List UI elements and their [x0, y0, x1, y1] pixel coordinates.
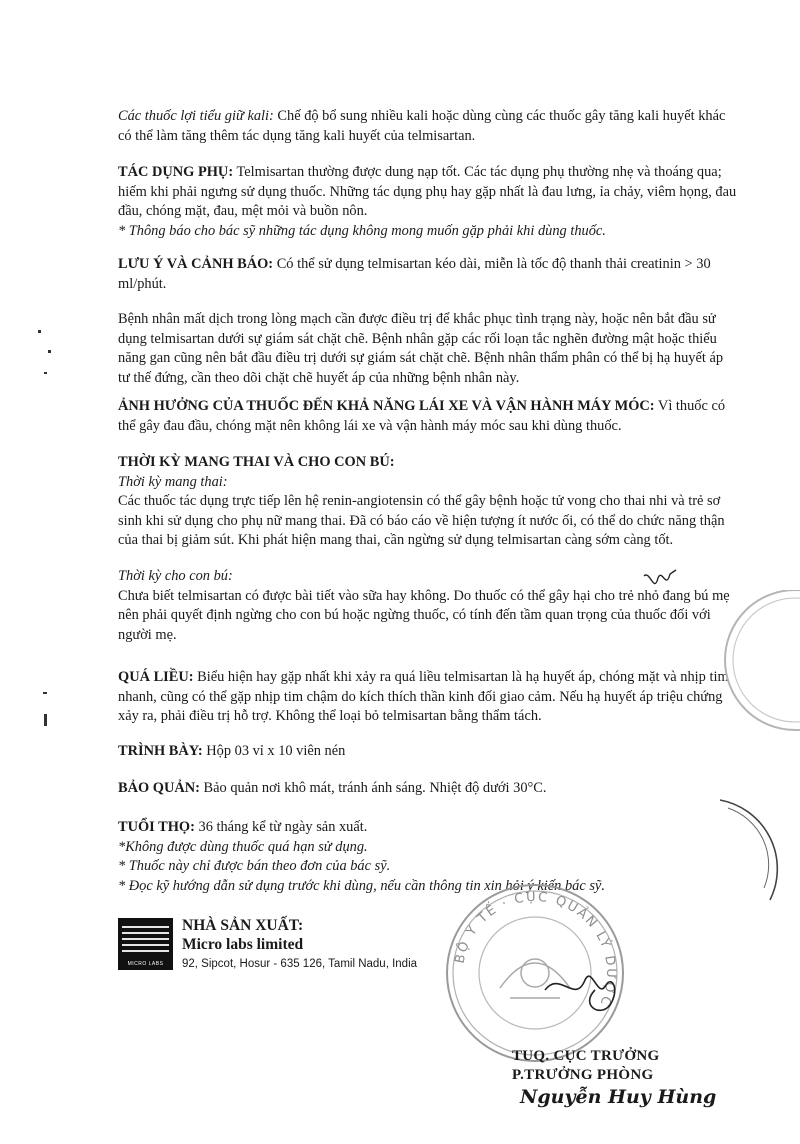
note-expiry: *Không được dùng thuốc quá hạn sử dụng. — [118, 838, 368, 855]
manufacturer-name: Micro labs limited — [182, 936, 304, 953]
scan-mark — [44, 714, 47, 726]
driving-section — [118, 397, 738, 436]
initial-mark — [640, 568, 680, 598]
company-stamp-partial-lower — [690, 790, 800, 910]
lactation-text: Chưa biết telmisartan có được bài tiết vào sữa hay không. Do thuốc có thể gây hại cho trẻ nhỏ đang bú mẹ nên phải quyết định ngừng cho con bú hoặc ngừng thuốc, có tính đến tầm quan trọng của thuốc đối với người mẹ. — [118, 587, 730, 643]
signature-name: Nguyễn Huy Hùng — [520, 1086, 717, 1108]
presentation-section — [118, 742, 738, 762]
driving-text: Vì thuốc có thể gây đau đầu, chóng mặt nên không lái xe và vận hành máy móc sau khi dùng thuốc. — [118, 398, 726, 434]
warnings-text: Có thể sử dụng telmisartan kéo dài, miễn là tốc độ thanh thải creatinin > 30 ml/phút. — [118, 256, 711, 292]
scan-mark — [48, 350, 51, 353]
pregnancy-section — [118, 453, 738, 645]
pregnancy-heading: THỜI KỲ MANG THAI VÀ CHO CON BÚ: — [118, 454, 395, 470]
overdose-section — [118, 668, 738, 727]
shelf-life-section — [118, 818, 738, 896]
warnings-section — [118, 255, 738, 389]
lactation-subheading: Thời kỳ cho con bú: — [118, 567, 233, 584]
potassium-diuretics-paragraph — [118, 107, 738, 146]
signature-title-2: P.TRƯỞNG PHÒNG — [512, 1067, 654, 1083]
side-effects-section — [118, 163, 738, 241]
scan-mark — [43, 692, 47, 694]
warnings-paragraph-2: Bệnh nhân mất dịch trong lòng mạch cần được điều trị để khắc phục tình trạng này, hoặc nên bắt đầu sử dụng telmisartan dưới sự giám sát chặt chẽ. Bệnh nhân gặp các rối loạn tắc nghẽn đường mật hoặc thiểu năng gan cũng nên bắt đầu điều trị dưới sự giám sát chặt chẽ. Bệnh nhân thẩm phân có thể bị hạ huyết áp tư thế đứng, cần theo dõi chặt chẽ huyết áp của những bệnh nhân này. — [118, 311, 724, 386]
driving-heading: ẢNH HƯỞNG CỦA THUỐC ĐẾN KHẢ NĂNG LÁI XE VÀ VẬN HÀNH MÁY MÓC: — [118, 398, 655, 414]
logo-text: MICRO LABS — [127, 961, 164, 967]
micro-labs-logo — [118, 918, 173, 970]
presentation-heading: TRÌNH BÀY: — [118, 743, 203, 759]
note-prescription: * Thuốc này chỉ được bán theo đơn của bác sỹ. — [118, 858, 391, 875]
shelf-life-text: 36 tháng kể từ ngày sản xuất. — [194, 819, 368, 835]
scan-mark — [38, 330, 41, 333]
signature-block — [512, 1046, 732, 1109]
pregnancy-subheading: Thời kỳ mang thai: — [118, 473, 228, 490]
potassium-diuretics-text: Chế độ bổ sung nhiều kali hoặc dùng cùng các thuốc gây tăng kali huyết khác có thể làm tăng thêm tác dụng tăng kali huyết của telmisartan. — [118, 108, 726, 144]
warnings-heading: LƯU Ý VÀ CẢNH BÁO: — [118, 256, 274, 272]
storage-section — [118, 779, 738, 799]
manufacturer-heading: NHÀ SẢN XUẤT: — [182, 917, 304, 934]
stamp-ring-text: BỘ Y TẾ · CỤC QUẢN LÝ DƯỢC — [452, 889, 619, 1010]
side-effects-heading: TÁC DỤNG PHỤ: — [118, 164, 234, 180]
side-effects-text: Telmisartan thường được dung nạp tốt. Các tác dụng phụ thường nhẹ và thoáng qua; hiếm khi phải ngưng sử dụng thuốc. Những tác dụng phụ hay gặp nhất là đau lưng, ỉa chảy, viêm họng, đau đầu, chóng mặt, đau, mệt mỏi và buồn nôn. — [118, 164, 737, 220]
signature-title-1: TUQ. CỤC TRƯỞNG — [512, 1048, 660, 1064]
overdose-text: Biểu hiện hay gặp nhất khi xảy ra quá liều telmisartan là hạ huyết áp, chóng mặt và nhịp tim nhanh, cũng có thể gặp nhịp tim chậm do kích thích thần kinh đối giao cảm. Nếu hạ huyết áp triệu chứng xảy ra, phải điều trị hỗ trợ. Không thể loại bỏ telmisartan bằng thẩm tách. — [118, 669, 729, 725]
storage-heading: BẢO QUẢN: — [118, 780, 200, 796]
signature-scribble — [540, 950, 630, 1020]
side-effects-note: * Thông báo cho bác sỹ những tác dụng không mong muốn gặp phải khi dùng thuốc. — [118, 222, 606, 239]
shelf-life-heading: TUỔI THỌ: — [118, 819, 195, 835]
company-stamp-partial — [700, 590, 800, 740]
scan-mark — [44, 372, 47, 374]
storage-text: Bảo quản nơi khô mát, tránh ánh sáng. Nhiệt độ dưới 30°C. — [199, 780, 547, 796]
presentation-text: Hộp 03 vỉ x 10 viên nén — [202, 743, 346, 759]
pregnancy-text: Các thuốc tác dụng trực tiếp lên hệ renin-angiotensin có thể gây bệnh hoặc tử vong cho thai nhi và trẻ sơ sinh khi sử dụng cho phụ nữ mang thai. Đã có báo cáo về hiện tượng ít nước ối, có thể do chức năng thận của thai bị giảm sút. Khi phát hiện mang thai, cần ngừng sử dụng telmisartan càng sớm càng tốt. — [118, 493, 725, 549]
overdose-heading: QUÁ LIỀU: — [118, 669, 194, 685]
potassium-diuretics-lead: Các thuốc lợi tiểu giữ kali: — [118, 108, 274, 124]
manufacturer-address: 92, Sipcot, Hosur - 635 126, Tamil Nadu, India — [182, 958, 418, 970]
note-read-instructions: * Đọc kỹ hướng dẫn sử dụng trước khi dùng, nếu cần thông tin xin hỏi ý kiến bác sỹ. — [118, 877, 605, 894]
